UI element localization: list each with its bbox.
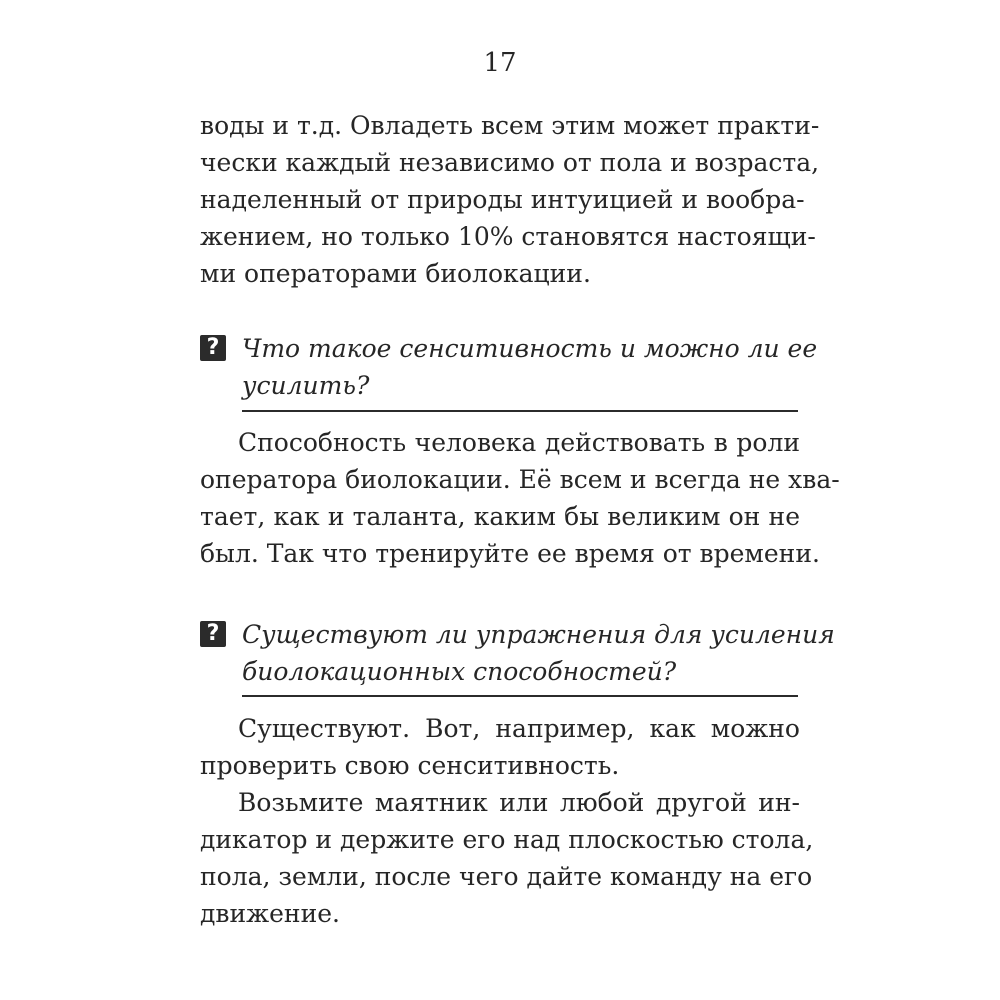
answer-line: Существуют. Вот, например, как можно	[238, 714, 800, 743]
answer-line: движение.	[200, 899, 340, 928]
answer-line: был. Так что тренируйте ее время от времени.	[200, 539, 820, 568]
question-line: биолокационных способностей?	[242, 657, 677, 686]
question-mark-box-icon: ?	[200, 335, 226, 361]
paragraph-line: наделенный от природы интуицией и вообра-	[200, 185, 805, 214]
paragraph-line: воды и т.д. Овладеть всем этим может практи-	[200, 111, 820, 140]
page-number: 17	[483, 48, 517, 78]
answer-line: дикатор и держите его над плоскостью стола,	[200, 825, 814, 854]
question-mark-box-icon: ?	[200, 621, 226, 647]
answer-line: проверить свою сенситивность.	[200, 751, 620, 780]
question-underline	[242, 695, 798, 697]
question-line: Существуют ли упражнения для усиления	[242, 620, 835, 649]
answer-line: пола, земли, после чего дайте команду на его	[200, 862, 813, 891]
paragraph-line: чески каждый независимо от пола и возраста,	[200, 148, 820, 177]
answer-line: Возьмите маятник или любой другой ин-	[238, 788, 800, 817]
question-line: Что такое сенситивность и можно ли ее	[242, 334, 818, 363]
question-line: усилить?	[242, 371, 370, 400]
answer-line: тает, как и таланта, каким бы великим он не	[200, 502, 800, 531]
paragraph-line: жением, но только 10% становятся настоящи-	[200, 222, 816, 251]
answer-line: оператора биолокации. Её всем и всегда не хва-	[200, 465, 840, 494]
paragraph-line: ми операторами биолокации.	[200, 259, 591, 288]
question-underline	[242, 410, 798, 412]
answer-line: Способность человека действовать в роли	[238, 428, 800, 457]
